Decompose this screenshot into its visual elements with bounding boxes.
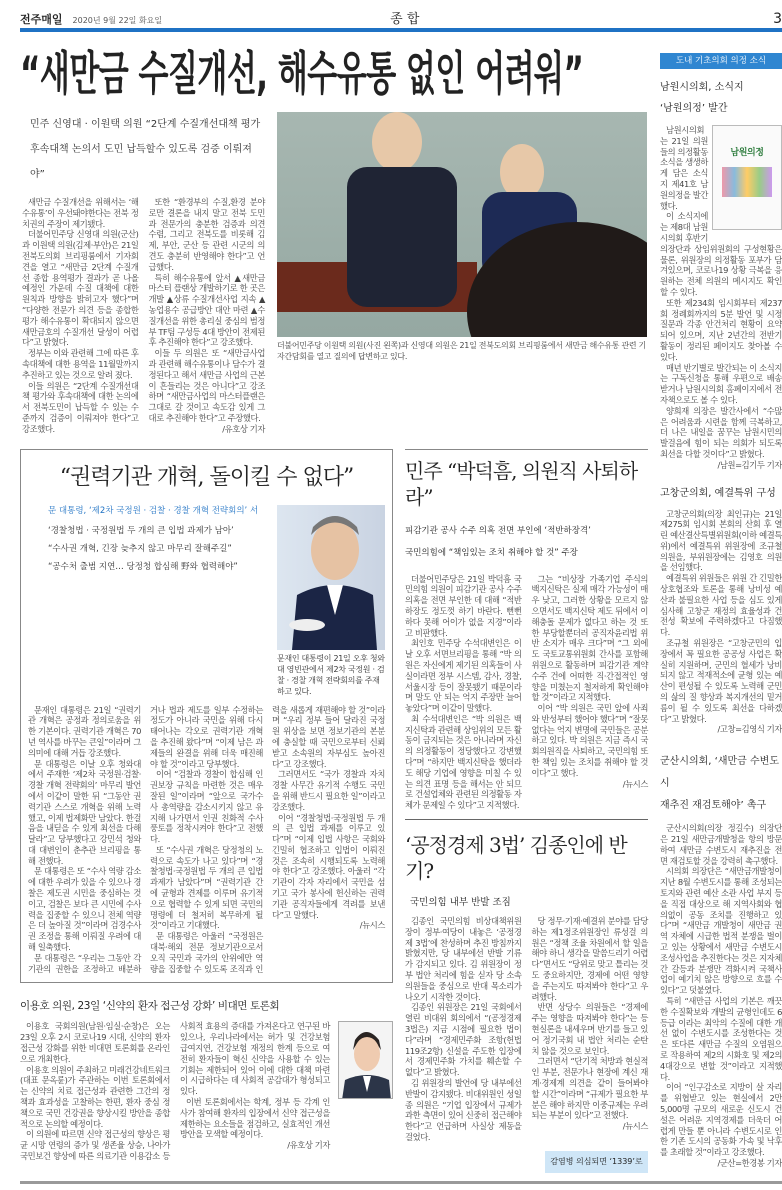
moon-intro (28, 505, 269, 697)
paragraph: 문 대통령은 또 “수사 역량 감소에 대한 우려가 있을 수 있으나 경찰은 제도권 시민을 중심하는 것이고, 검찰은 보다 큰 시민에 수사력을 집중할 수 있으니 전체 역량은 더 높아질 것”이라며 검경수사권 조정을 통해 이뤄질 우려에 대해 일축했다. (28, 866, 141, 953)
paragraph: 매년 반기별로 발간되는 이 소식지는 구독신청을 통해 우편으로 배송 받거나 남원시의회 홈페이지에서 전자책으로도 볼 수 있다. (660, 362, 782, 405)
byline: /뉴시스 (622, 778, 648, 789)
moon-photo-caption: 문재인 대통령이 21일 오후 청와대 영빈관에서 제2차 국정원 · 검찰 · 경찰 개혁 전략회의를 주재하고 있다. (277, 653, 385, 696)
page-number: 3 (773, 11, 782, 27)
paragraph: 이들 두 의원은 또 “새만금사업과 관련해 해수유통이나 담수가 결정된다고 해서 새만금 사업의 근본이 흔들리는 것은 아니다”고 강조하며 “새만금사업의 마스터플랜은 그대로 갈 것이고 속도감 있게 그대로 추진해야 한다”고 주장했다. (148, 348, 265, 423)
paragraph: 새만금 수질개선을 위해서는 ‘해수유통’이 우선돼야한다는 전북 정치권의 주장이 제기됐다. (22, 197, 139, 229)
kim-subhead: 국민의힘 내부 반발 조짐 (410, 897, 511, 909)
kim-headline: ‘공정경제 3법’ 김종인에 반기? (405, 833, 627, 884)
gunsan-title (660, 751, 782, 817)
paragraph: 당 정무·기재·예결위 분야를 담당하는 제1정조위원장인 류성걸 의원은 “정책 조율 차원에서 할 일을 해야 하니 생각을 말씀드리기 어렵다”면서도 “당위로 맞고 틀리는 것도 중요하지만, 경제에 어떤 영향을 주는지도 따져봐야 한다”고 우려했다. (531, 916, 648, 1002)
lead-subhead-line: 후속대책 논의서 도민 납득할수 있도록 검증 이뤄져야” (30, 144, 252, 180)
park-subhead-line: 피감기관 공사 수주 의혹 전면 부인에 ‘적반하장격’ (405, 525, 591, 536)
paragraph: 이 의원에 따르면 신약 접근성의 향상은 평균 시망 연령의 증가 및 생존율 상승, 나아가 국민보건 향상에 따른 의료기관 이용감소 등 사회적 효용의 증대를 가져온다고 연구된 바 있으나, 우리나라에서는 허가 및 건강보험 급여지연, 건강보험 재정의 한계 등으로 여전히 환자들이 혁신 신약을 사용할 수 있는 기회는 제한되어 있어 이에 대한 대책 마련이 시급하다는 데 사회적 공감대가 형성되고 있다. (20, 1021, 330, 1162)
moon-photo-column (277, 505, 385, 697)
namwon-title-line: 남원시의회, 소식지 (660, 82, 744, 93)
gochang-body (660, 509, 782, 736)
lee-content-row (20, 1021, 393, 1161)
right-lower-column (405, 449, 648, 1173)
paragraph: 문 대통령은 이날 오후 청와대에서 주재한 ‘제2차 국정원·검찰·경찰 개혁 전략회의’ 마무리 발언에서 이같이 말한 뒤 “그동안 권력기관 스스로 개혁을 위해 노력했고, 이제 법제화만 남았다. 한걸음을 내딛을 수 있게 최선을 다해달라”고 당부했다고 강민석 청와대 대변인이 춘추관 브리핑을 통해 전했다. (28, 758, 141, 866)
lee-headline: 이용호 의원, 23일 ‘신약의 환자 접근성 강화’ 비대면 토론회 (20, 1000, 280, 1013)
paragraph: 양희재 의장은 발간사에서 “수많은 어려움과 시련을 함께 극복하고, 더 나은 내일을 꿈꾸는 남원시민의 발걸음에 힘이 되는 의회가 되도록 최선을 다할 것이다”고 밝혔다. (660, 405, 782, 459)
paragraph: 고창군의회(의장 최인규)는 21일 제275회 임시회 본회의 산회 후 열린 예산결산특별위원회(이하 예결특위)에서 예결특위 위원장에 조규철 의원을, 부위원장에는 김영호 의원을 선임했다. (660, 508, 782, 573)
page-body (20, 46, 782, 1173)
gunsan-title-line: 재추진 재검토해야’ 촉구 (660, 800, 767, 812)
paragraph: 그러면서도 “국가 경찰과 자치경찰 사무간 유기적 수행도 국민을 위해 반드시 필요한 일”이라고 강조했다. (272, 769, 385, 812)
press-conference-photo (277, 112, 647, 337)
paragraph: 이용호 국회의원(남원·임실·순창)은 오는 23일 오후 2시 코로나19 시대, 신약의 환자 접근성 강화를 위한 비대면 토론회를 온라인으로 개최한다. (20, 1021, 170, 1064)
moon-body (28, 705, 385, 975)
paragraph: 문 대통령은 아울러 “국정원은 대북·해외 전문 정보기관으로서 오직 국민과 국가의 안위에만 역량을 집중할 수 있도록 조직과 인력을 새롭게 재편해야 할 것”이라며 “우리 정부 들어 달라진 국정원 위상을 보면 정보기관의 본분에 충실할 때 국민으로부터 신뢰 받고 소속원의 자부심도 높아진다”고 강조했다. (150, 704, 385, 974)
gochang-title: 고창군의회, 예결특위 구성 (660, 487, 776, 499)
paragraph: 또한 “환경부의 수질,환경 분야로만 결론을 내지 말고 전북 도민과 전문가의 충분한 검증과 의견 수렴, 그리고 전북도를 비롯해 김제, 부안, 군산 등 관련 시군의 의견도 충분히 반영해야 한다”고 언급했다. (148, 197, 265, 272)
lead-body (20, 197, 265, 435)
paragraph: 군산시의회(의장 정길수) 의장단은 21일 새만금개발청을 항의 방문하여 새만금 수변도시 재추진을 전면 재검토할 것을 강력히 촉구했다. (660, 823, 782, 866)
paragraph: 남원시의회는 21일 의원들의 의정활동 소식을 생생하게 담은 소식지 제41호 남원의정을 발간했다. (660, 125, 708, 211)
byline: /유호상 기자 (222, 423, 265, 434)
page-bottom-rule (20, 1181, 782, 1184)
paragraph: 또 “수사권 개혁은 당정청의 노력으로 속도가 나고 있다”며 “경찰청법·국정원법 두 개의 큰 입법 과제가 남았다”며 “권력기관 간에 균형과 견제를 이루며 유기적으로 협력할 수 있게 되면 국민의 명령에 더 철저히 복무하게 될 것”이라고 기대했다. (150, 844, 263, 931)
moon-quote: ‘경찰청법 · 국정원법 두 개의 큰 입법 과제가 남아’ (48, 525, 234, 536)
cover-logo-text: 남원의정 (730, 148, 764, 158)
moon-intro-row (28, 505, 385, 697)
lower-articles (20, 449, 648, 1173)
moon-quotes (48, 522, 269, 576)
paragraph: 이번 토론회에서는 학계, 정부 등 각계 인사가 참여해 환자의 입장에서 신약 접근성을 제한하는 요소들을 점검하고, 실효적인 개선 방안을 모색할 예정이다. (180, 1097, 330, 1140)
byline: /뉴시스 (359, 920, 385, 931)
paragraph: 김 위원장의 발언에 당 내부에선 반발이 감지됐다. 비대위원인 성일종 의원은 “기업 입장에서 규제가 과한 측면이 있어 신중히 접근해야 한다”고 언급하며 사실상 제동을 걸었다. (405, 1078, 522, 1142)
moon-headline: “권력기관 개혁, 돌이킬 수 없다” (59, 464, 354, 490)
left-lower-column (20, 449, 393, 1173)
paragraph: 조규철 위원장은 “고창군민의 입장에서 꼭 필요한 공공성 사업은 확실히 지원하며, 군민의 혈세가 낭비되지 않고 적재적소에 균형 있는 예산이 편성될 수 있도록 노력해 군민의 삶의 질 향상과 복지개선의 밑거름이 될 수 있도록 최선을 다하겠다”고 밝혔다. (660, 638, 782, 724)
park-top-rule (405, 449, 648, 450)
paragraph: 반면 상당수 의원들은 “경제에 주는 영향을 따져봐야 한다”는 등 현실론을 내세우며 반기를 들고 있어 정기국회 내 법안 처리는 순탄치 않을 것으로 보인다. (531, 1002, 648, 1056)
byline: /남원=김기두 기자 (717, 459, 782, 470)
moon-kicker: 문 대통령, ‘제2차 국정원 · 검찰 · 경찰 개혁 전략회의’ 서 (48, 505, 259, 516)
paragraph: 이들 의원은 “2단계 수질개선대책 평가와 후속대책에 대한 논의에서 전북도민이 납득할 수 있는 수준까지 검증이 이뤄져야 한다”고 강조했다. (22, 380, 139, 434)
paragraph: 이어 “박 의원은 국민 앞에 사죄와 반성부터 했어야 했다”며 “잘못 없다는 억지 변명에 국민들은 공분하고 있다. 박 의원은 지금 즉시 국회의원직을 사퇴하고, 국민의힘 또한 책임 있는 조치를 취해야 할 것이다”고 했다. (531, 703, 648, 778)
paragraph: 이어 “검찰과 경찰이 합심해 인권보장 규칙을 마련한 것은 매우 잘된 일”이라며 “앞으로 국가수사 총역량을 감소시키지 않고 유지해 나가면서 인권 친화적 수사 풍토를 정착시켜야 한다”고 전했다. (150, 769, 263, 845)
paragraph: 이용호 의원이 주최하고 미래건강네트워크(대표 문옥륜)가 주관하는 이번 토론회에서는 신약의 치료 접근성과 관련한 그간의 정책과 효과성을 고찰하는 한편, 환자 중심 정책으로 국민 건강권을 향상시킬 방안을 종합적으로 논의할 예정이다. (20, 1064, 170, 1129)
paragraph: 그러면서 “단기적 처방과 현실적인 부분, 전문가나 현장에 계신 재계·경제계 의견을 같이 들어봐야 할 시간”이라며 “규제가 필요한 부분은 해야 하지만 이중규제는 우려되는 부분이 있다”고 전했다. (531, 1056, 648, 1121)
lee-body (20, 1021, 330, 1161)
kim-body (405, 916, 648, 1143)
lee-article (20, 999, 393, 1161)
paragraph: 그는 “비상장 가족기업 주식의 백지신탁은 실제 매각 가능성이 매우 낮고, 그러한 상황을 모르지 않으면서도 백지신탁 제도 뒤에서 이해충돌 문제가 없다고 하는 것 또한 부당할뿐더러 공직자윤리법 위반 소지가 매우 크다”며 “그 외에도 국토교통위원회 간사를 포함해 위원으로 활동하며 피감기관 계약 수주 건에 어떠한 직·간접적인 영향을 미쳤는지 철저하게 확인해야 할 것”이라고 지적했다. (531, 573, 648, 703)
lead-headline-wrap (20, 46, 648, 108)
moon-quote: “공수처 출범 지연… 당정청 합심해 野와 협력해야” (48, 561, 238, 572)
lead-subhead (20, 112, 265, 187)
lead-headline: “새만금 수질개선, 해수유통 없인 어려워” (20, 47, 584, 102)
byline: /군산=한경봉 기자 (717, 1157, 782, 1168)
paragraph: 문 대통령은 “우리는 그동안 각 기관의 권한을 조정하고 배분하거나 법과 제도를 일부 수정하는 정도가 아니라 국민을 위해 다시 태어나는 각오로 권력기관 개혁을 추진해 왔다”며 “이제 남은 과제들의 완결을 위해 더욱 매진해야 할 것”이라고 당부했다. (28, 704, 263, 974)
section-name: 종 합 (390, 12, 420, 27)
paragraph: 이어 “인구감소로 지방이 살 자리를 위협받고 있는 현실에서 2만5,000명 규모의 새로운 신도시 건설은 어려운 지역경제를 더욱더 어렵게 만들 뿐 아니라 수변도시로 인한 기존 도시의 공동화 가속 및 낙후를 초래할 것”이라고 강조했다. (660, 1082, 782, 1158)
main-content (20, 46, 648, 1173)
byline: /고창=김영식 기자 (717, 724, 782, 735)
section-divider (405, 819, 648, 820)
moon-photo (277, 505, 385, 650)
namwon-cover-image (712, 125, 782, 230)
issue-date: 2020년 9월 22일 화요일 (72, 16, 163, 25)
paragraph: 이 소식지에는 제8대 남원시의회 후반기 의장단과 상임위원회의 구성현황은 물론, 위원장의 의정활동 포부가 담겨있으며, 코로나19 상황 극복을 응원하는 전체 의원의 메시지도 확인할 수 있다. (660, 211, 782, 297)
masthead-rule (20, 28, 782, 32)
paragraph: 김종인 국민의힘 비상대책위원장이 정부·여당이 내놓은 ‘공정경제 3법’에 찬성하며 추진 방침까지 밝혔지만, 당 내부에선 반발 기류가 감지되고 있다. 김 위원장이 정부 법안 처리에 힘을 싣자 당 소속 의원들을 중심으로 반대 목소리가 나오기 시작한 것이다. (405, 916, 522, 1002)
lee-portrait (339, 1022, 393, 1099)
byline: /뉴시스 (622, 1121, 648, 1132)
paragraph: 최인호 민주당 수석대변인은 이날 오후 서면브리핑을 통해 “박 의원은 자신에게 제기된 의혹들이 사실이라면 정부 시스템, 감사, 경찰, 서울시장 등이 잘못됐기 때문이라며 말도 안 되는 억지 주장만 늘어놓았다”며 이같이 말했다. (405, 638, 522, 714)
namwon-title (660, 77, 782, 119)
park-headline: 민주 “박덕흠, 의원직 사퇴하라” (405, 458, 638, 509)
lead-subhead-line: 민주 신영대 · 이원택 의원 “2단계 수질개선대책 평가 (30, 119, 261, 130)
paragraph: 문재인 대통령은 21일 “권력기관 개혁은 공정과 정의로움을 위한 기본이다. 권력기관 개혁은 70년 역사를 바꾸는 큰일”이라며 그 의미에 대해 거듭 강조했다. (28, 704, 141, 758)
paragraph: 시의회 의장단은 “새만금개발청이 지난 8월 수변도시를 통해 조성되는 토지와 관련 예산 소관 사업 부지 등을 직접 대상으로 해 지역사회와 협의없이 공동 조치를 진행하고 있다”며 “새만금 개발청이 새만금 권역 자체에 시급한 법적 분쟁을 벌이고 있는 상황에서 새만금 수변도시 조성사업을 추진한다는 것은 지자체간 갈등과 분쟁만 격화시켜 국책사업이 예기치 않은 방향으로 흐를 수 있다”고 덧붙였다. (660, 866, 782, 996)
paragraph: 더불어민주당 신영대 의원(군산)과 이원택 의원(김제·부안)은 21일 전북도의회 브리핑룸에서 기자회견을 열고 “새만금 2단계 수질개선 종합 용역평가 결과가 곧 나올 예정인 가운데 수질 대책에 대한 원칙과 방향을 밝히고자 했다”며 “다양한 전문가 의견 등을 종합한 평가 해수유통이 확대되지 않으면 새만금호의 수질개선 달성이 어렵다”고 밝혔다. (22, 229, 139, 348)
moon-quote: “수사권 개혁, 긴장 늦추지 않고 마무리 잘해주길” (48, 543, 232, 554)
paragraph: 정부는 이와 관련해 그에 따른 후속대책에 대한 용역을 11월말까지 추진하고 있는 것으로 알려 졌다. (22, 348, 139, 380)
gunsan-title-line: 군산시의회, ‘새만금 수변도시 (660, 756, 779, 790)
paragraph: 이어 “경찰청법·국정원법 두 개의 큰 입법 과제를 이루고 있다”며 “이제 입법 사항은 국회와 긴밀히 협조하고 입법이 이뤄진 것은 조속히 시행되도록 노력해야 한다”고 강조했다. 아울러 “각 기관이 각자 자리에서 국민을 섬기고 국가 봉사에 헌신하는 권력기관 공직자들에게 격려를 보낸다”고 말했다. (272, 812, 385, 920)
paragraph: 특히 “새만금 사업의 기본은 깨끗한 수질확보와 개발의 균형인데도 6등급 이라는 최악의 수질에 대한 개선 없이 수변도시를 조성한다는 것은 또다른 새만금 수질의 오염원으로 작용하여 제2의 시화호 및 제2의 4대강으로 변할 것”이라고 지적했다. (660, 995, 782, 1082)
lead-article (20, 112, 648, 435)
paper-name: 전주매일 (20, 13, 63, 26)
park-body (405, 574, 648, 812)
sidebar-banner: 도내 기초의회 의정 소식 (660, 53, 782, 69)
masthead (20, 4, 782, 28)
paragraph: 또한 제234회 임시회부터 제237회 정례회까지의 5분 발언 및 시정질문과 각종 안건처리 현황이 요약되어 있으며, 지난 2년간의 전반기 활동이 정리된 페이지도 찾아볼 수 있다. (660, 297, 782, 362)
paragraph: 특히 해수유통에 앞서 ▲새만금 마스터 플랜상 개발하기로 한 곳은 개발 ▲상류 수질개선사업 지속 ▲농업용수 공급방안 대안 마련 ▲수질개선을 위한 총리실 중심의 범정부 TF팀 구성등 4대 방안이 전제된 후 추진해야 한다”고 강조했다. (148, 272, 265, 348)
paragraph: 더불어민주당은 21일 박덕흠 국민의힘 의원이 피감기관 공사 수주 의혹을 전면 부인한 데 대해 “적반하장도 정도껏 하기 바란다. 뻔뻔하다 못해 어이가 없을 지경”이라고 비판했다. (405, 573, 522, 638)
lee-photo (338, 1021, 393, 1099)
park-subhead (405, 520, 648, 564)
gunsan-body (660, 823, 782, 1169)
president-portrait (277, 505, 385, 650)
namwon-body (660, 125, 782, 471)
sidebar (660, 46, 782, 1173)
paragraph: 최 수석대변인은 “박 의원은 백지신탁과 관련해 상임위의 모든 활동이 금지되는 것은 아니라며 자신의 의정활동이 정당했다고 강변했다”며 “하지만 백지신탁을 했더라도 해당 기업에 영향을 미칠 수 있는 의견 표명 등을 해서는 안 되므로 건설업체와 관련된 의정활동 자체가 문제일 수 있다”고 지적했다. (405, 713, 522, 811)
cover-illustration (722, 167, 772, 197)
namwon-title-line: ‘남원의정’ 발간 (660, 103, 728, 114)
lead-photo (277, 112, 647, 337)
moon-article-box (20, 449, 393, 984)
byline: /유호상 기자 (287, 1140, 330, 1151)
notice-1339-banner: 감염병 의심되면 ‘1339’로 (545, 1151, 648, 1173)
lead-photo-column (277, 112, 648, 435)
paragraph: 김종인 위원장은 21일 국회에서 열린 비대위 회의에서 “(공정경제 3법은) 지금 시점에 필요한 법이다”라며 “경제민주화 조항(헌법 119조2항) 신설을 주도한 입장에서 경제민주화 가치를 훼손할 수 없다”고 밝혔다. (405, 1002, 522, 1078)
lead-photo-caption: 더불어민주당 이원택 의원(사진 왼쪽)과 신영대 의원은 21일 전북도의회 브리핑룸에서 새만금 해수유통 관련 기자간담회를 열고 질의에 답변하고 있다. (277, 341, 646, 361)
paragraph: 예결특위 위원들은 위원 간 긴밀한 상호협조와 토론을 통해 낭비성 예산과 불필요한 사업 등을 심도 있게 심사해 고창군 재정의 효율성과 건전성 확보에 주력하겠다고 다짐했다. (660, 573, 782, 638)
park-subhead-line: 국민의힘에 “책임있는 조치 취해야 할 것” 주장 (405, 547, 578, 558)
lead-text-column (20, 112, 265, 435)
